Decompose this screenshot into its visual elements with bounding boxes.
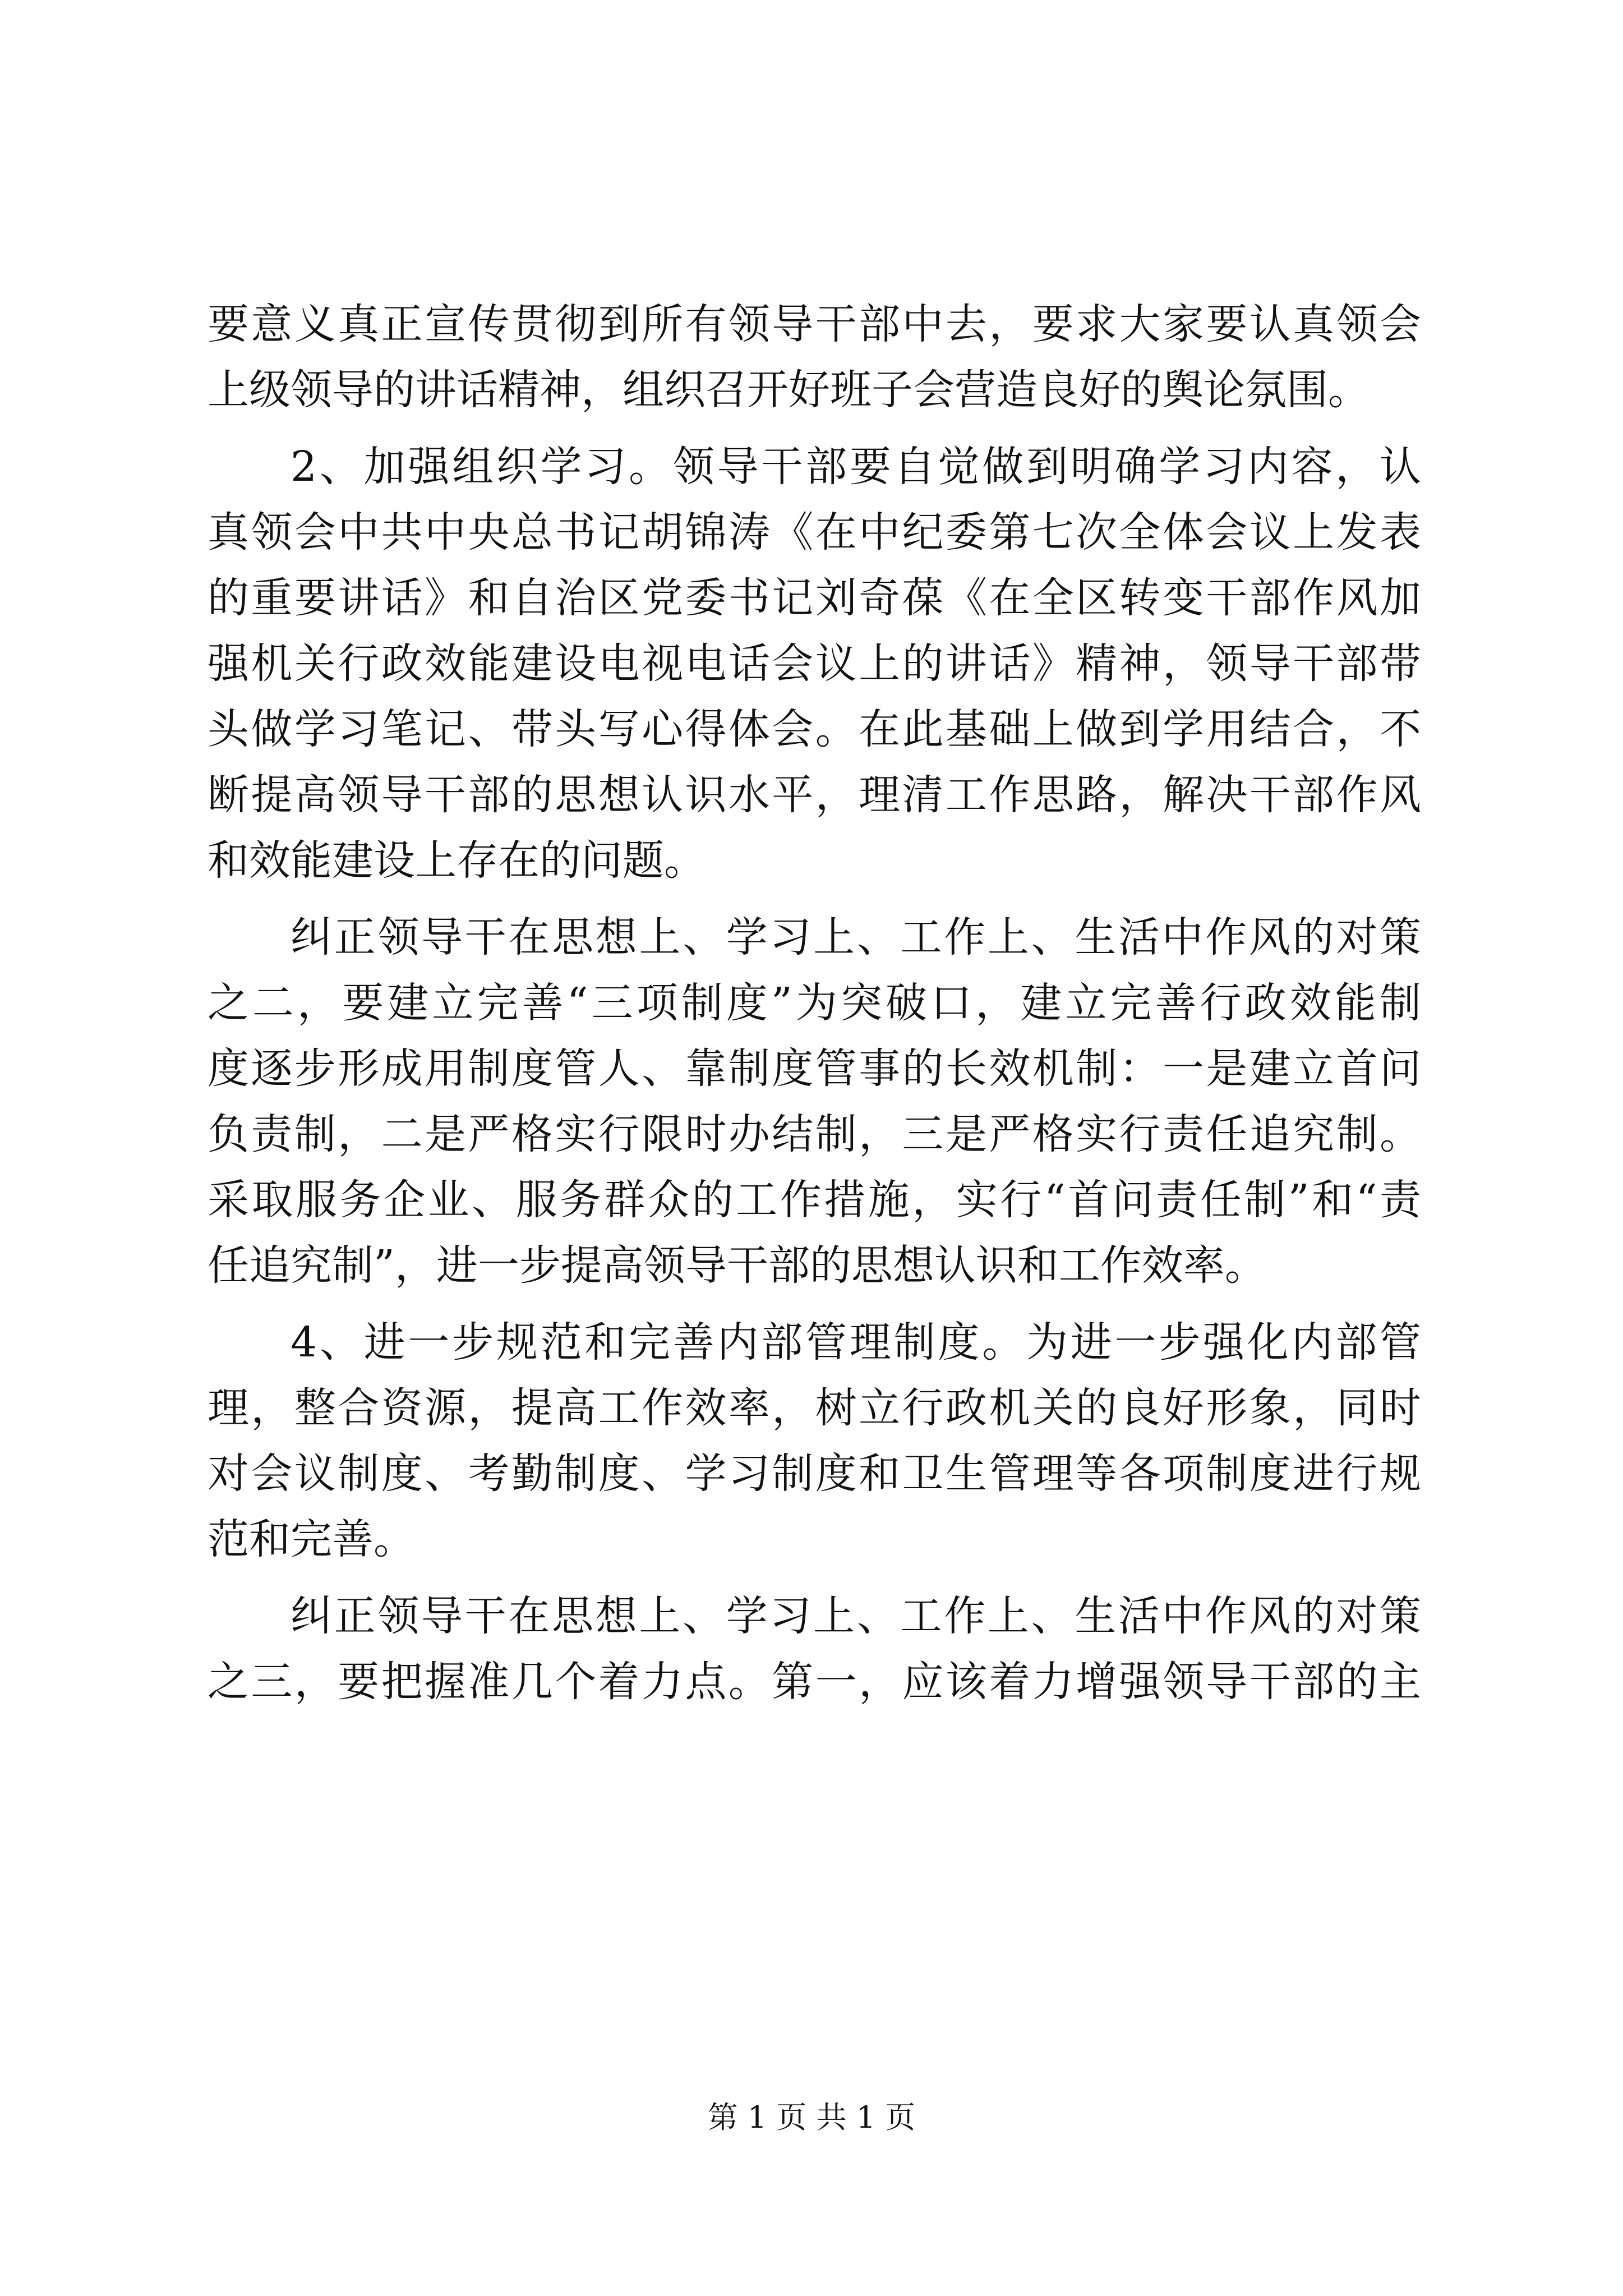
text-line: 要意义真正宣传贯彻到所有领导干部中去，要求大家要认真领会 — [208, 300, 1421, 348]
text-line: 负责制，二是严格实行限时办结制，三是严格实行责任追究制。 — [208, 1110, 1421, 1158]
page-footer — [0, 2098, 1623, 2137]
paragraph — [208, 434, 1421, 894]
paragraph — [208, 1584, 1421, 1715]
text-line: 2、加强组织学习。领导干部要自觉做到明确学习内容，认 — [291, 443, 1421, 491]
paragraph — [208, 292, 1421, 423]
text-line: 之三，要把握准几个着力点。第一，应该着力增强领导干部的主 — [208, 1658, 1421, 1706]
text-line: 断提高领导干部的思想认识水平，理清工作思路，解决干部作风 — [208, 771, 1421, 819]
text-line: 范和完善。 — [208, 1515, 415, 1563]
text-line: 的重要讲话》和自治区党委书记刘奇葆《在全区转变干部作风加 — [208, 574, 1421, 622]
page-number-label: 第 1 页 共 1 页 — [707, 2100, 916, 2135]
paragraph — [208, 1310, 1421, 1572]
text-line: 和效能建设上存在的问题。 — [208, 836, 706, 885]
text-line: 理，整合资源，提高工作效率，树立行政机关的良好形象，同时 — [208, 1384, 1421, 1432]
text-line: 采取服务企业、服务群众的工作措施，实行“首问责任制”和“责 — [208, 1176, 1421, 1224]
text-line: 4、进一步规范和完善内部管理制度。为进一步强化内部管 — [291, 1318, 1421, 1366]
paragraph — [208, 905, 1421, 1299]
text-line: 之二，要建立完善“三项制度”为突破口，建立完善行政效能制 — [208, 979, 1421, 1027]
text-line: 强机关行政效能建设电视电话会议上的讲话》精神，领导干部带 — [208, 639, 1421, 688]
text-line: 真领会中共中央总书记胡锦涛《在中纪委第七次全体会议上发表 — [208, 508, 1421, 556]
text-line: 度逐步形成用制度管人、靠制度管事的长效机制：一是建立首问 — [208, 1045, 1421, 1093]
text-line: 头做学习笔记、带头写心得体会。在此基础上做到学用结合，不 — [208, 705, 1421, 753]
document-body — [208, 292, 1421, 1715]
text-line: 任追究制”，进一步提高领导干部的思想认识和工作效率。 — [208, 1241, 1266, 1290]
text-line: 纠正领导干在思想上、学习上、工作上、生活中作风的对策 — [291, 1592, 1421, 1640]
text-line: 纠正领导干在思想上、学习上、工作上、生活中作风的对策 — [291, 913, 1421, 961]
text-line: 对会议制度、考勤制度、学习制度和卫生管理等各项制度进行规 — [208, 1450, 1421, 1498]
text-line: 上级领导的讲话精神，组织召开好班子会营造良好的舆论氛围。 — [208, 366, 1370, 414]
